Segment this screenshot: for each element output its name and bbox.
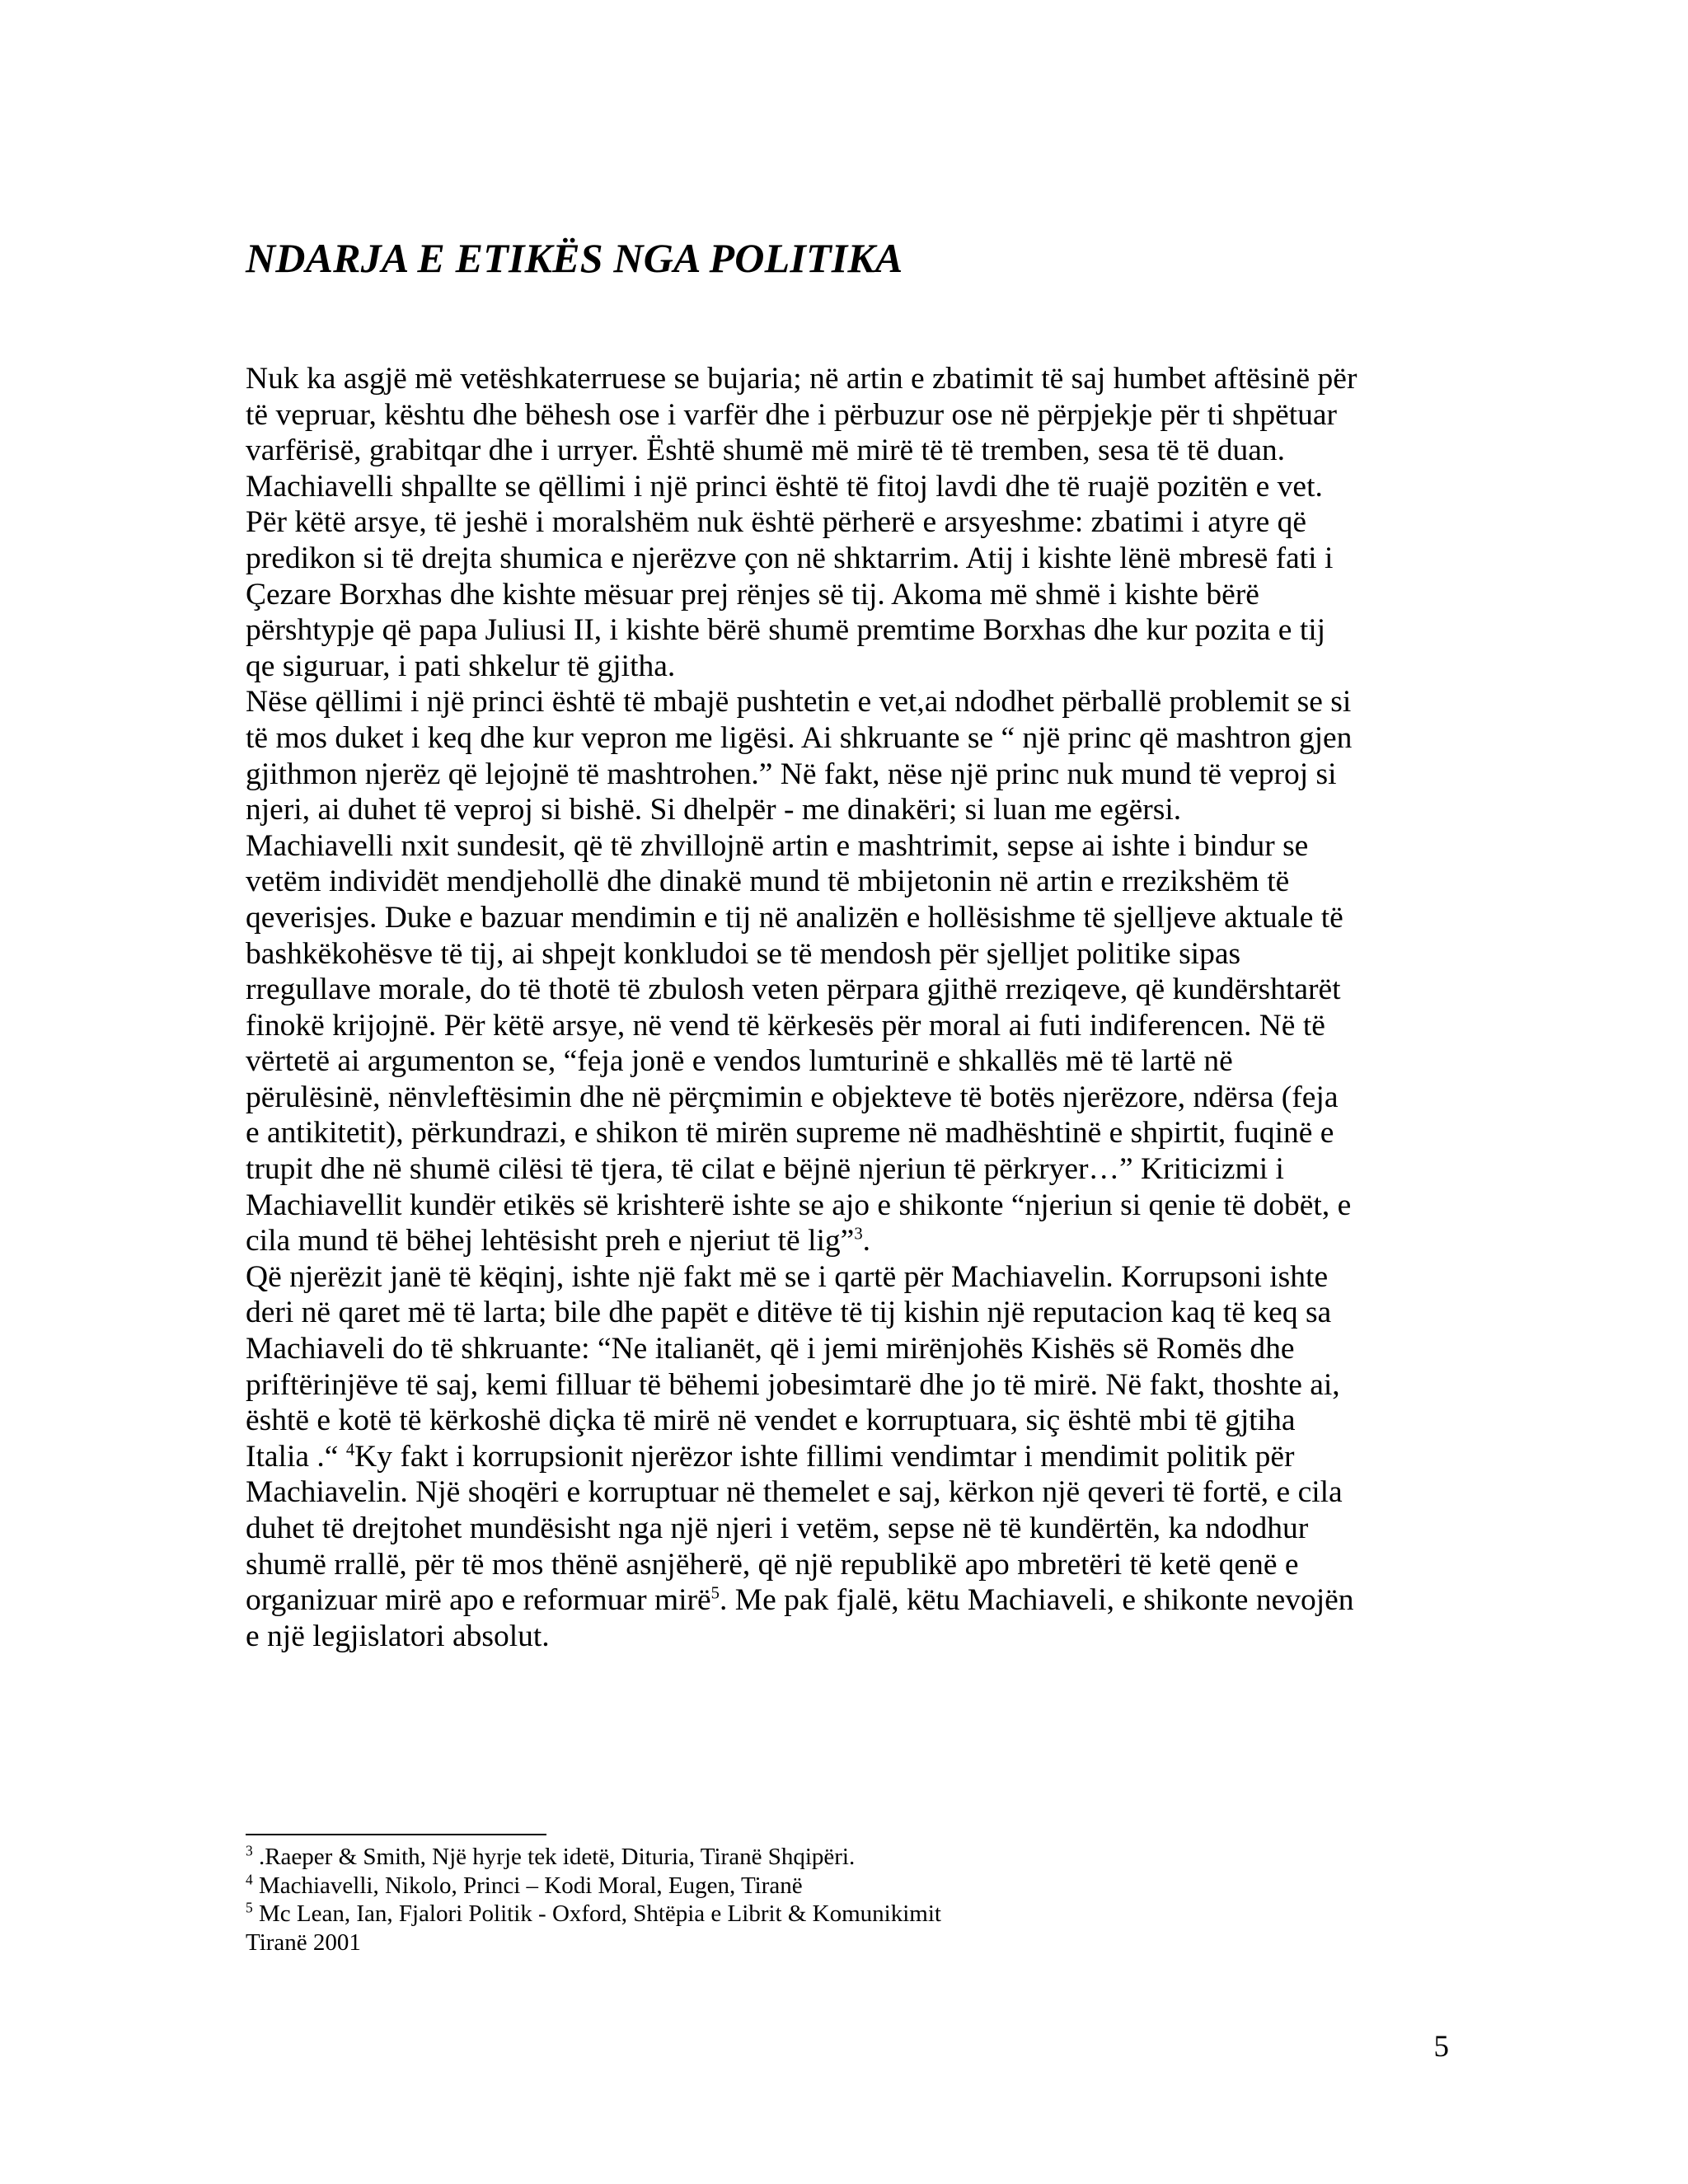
text-line: qeverisjes. Duke e bazuar mendimin e tij në analizën e hollësishme të sjelljeve aktuale të: [246, 900, 1343, 935]
footnote-5: [246, 1900, 1449, 1929]
text-line: përshtypje që papa Juliusi II, i kishte bërë shumë premtime Borxhas dhe kur pozita e tij: [246, 613, 1326, 648]
footnote-mark: 4: [246, 1870, 253, 1887]
text-fragment: Italia .“: [246, 1439, 346, 1474]
text-fragment: cila mund të bëhej lehtësisht preh e njeriut të lig”: [246, 1224, 855, 1258]
paragraph-2: [246, 684, 1449, 827]
page-title: NDARJA E ETIKËS NGA POLITIKA: [246, 235, 903, 281]
footnote-text: Tiranë 2001: [246, 1929, 361, 1956]
body-text: [246, 361, 1449, 1654]
text-line: qe siguruar, i pati shkelur të gjitha.: [246, 649, 676, 683]
text-line: vërtetë ai argumenton se, “feja jonë e vendos lumturinë e shkallës më të lartë në: [246, 1044, 1233, 1079]
text-line: shumë rrallë, për të mos thënë asnjëherë, që një republikë apo mbretëri të ketë qenë e: [246, 1547, 1299, 1582]
footnote-ref-5[interactable]: 5: [710, 1584, 720, 1603]
footnotes: [246, 1843, 1449, 1957]
text-line: trupit dhe në shumë cilësi të tjera, të cilat e bëjnë njeriun të përkryer…” Kriticizmi i: [246, 1152, 1284, 1187]
text-line: [246, 1439, 1449, 1475]
text-line: varfërisë, grabitqar dhe i urryer. Është shumë më mirë të të tremben, sesa të të duan.: [246, 434, 1285, 468]
text-line: Machiavellit kundër etikës së krishterë ishte se ajo e shikonte “njeriun si qenie të dobët, e: [246, 1188, 1352, 1222]
text-line: deri në qaret më të larta; bile dhe papët e ditëve të tij kishin një reputacion kaq të keq sa: [246, 1296, 1332, 1330]
paragraph-1: [246, 361, 1449, 684]
text-line: bashkëkohësve të tij, ai shpejt konkludoi se të mendosh për sjelljet politike sipas: [246, 936, 1241, 971]
text-line: gjithmon njerëz që lejojnë të mashtrohen.” Në fakt, nëse një princ nuk mund të veproj si: [246, 757, 1337, 791]
text-line: Nëse qëllimi i një princi është të mbajë pushtetin e vet,ai ndodhet përballë problemit se si: [246, 685, 1352, 719]
footnote-separator: [246, 1834, 546, 1835]
text-line: të vepruar, kështu dhe bëhesh ose i varfër dhe i përbuzur ose në përpjekje për ti shpëtuar: [246, 397, 1338, 432]
text-fragment: . Me pak fjalë, këtu Machiaveli, e shikonte nevojën: [719, 1583, 1354, 1618]
footnote-text: Mc Lean, Ian, Fjalori Politik - Oxford, Shtëpia e Librit & Komunikimit: [252, 1900, 941, 1927]
text-line: finokë krijojnë. Për këtë arsye, në vend të kërkesës për moral ai futi indiferencen. Në të: [246, 1008, 1325, 1043]
text-line: duhet të drejtohet mundësisht nga një njeri i vetëm, sepse në të kundërtën, ka ndodhur: [246, 1511, 1309, 1545]
text-line: [246, 1223, 1449, 1259]
text-line: predikon si të drejta shumica e njerëzve çon në shktarrim. Atij i kishte lënë mbresë fati i: [246, 541, 1334, 575]
footnote-4: [246, 1872, 1449, 1900]
text-line: rregullave morale, do të thotë të zbulosh veten përpara gjithë rreziqeve, që kundërshtarët: [246, 972, 1341, 1007]
text-line: Machiavelli nxit sundesit, që të zhvillojnë artin e mashtrimit, sepse ai ishte i bindur se: [246, 828, 1309, 863]
footnote-5-continued: [246, 1929, 1449, 1957]
text-line: e antikitetit), përkundrazi, e shikon të mirën supreme në madhështinë e shpirtit, fuqinë e: [246, 1116, 1334, 1151]
text-line: njeri, ai duhet të veproj si bishë. Si dhelpër - me dinakëri; si luan me egërsi.: [246, 793, 1182, 827]
footnote-text: Machiavelli, Nikolo, Princi – Kodi Moral, Eugen, Tiranë: [252, 1872, 803, 1899]
text-line: Për këtë arsye, të jeshë i moralshëm nuk është përherë e arsyeshme: zbatimi i atyre që: [246, 505, 1306, 540]
text-fragment: .: [862, 1224, 870, 1258]
text-line: të mos duket i keq dhe kur vepron me ligësi. Ai shkruante se “ një princ që mashtron gjen: [246, 720, 1353, 755]
text-line: vetëm individët mendjehollë dhe dinakë mund të mbijetonin në artin e rrezikshëm të: [246, 865, 1290, 899]
text-line: e një legjislatori absolut.: [246, 1619, 550, 1653]
paragraph-4: [246, 1259, 1449, 1655]
text-line: Machiavelli shpallte se qëllimi i një princi është të fitoj lavdi dhe të ruajë pozitën e vet.: [246, 469, 1323, 504]
footnote-text: .Raeper & Smith, Një hyrje tek idetë, Dituria, Tiranë Shqipëri.: [252, 1844, 856, 1870]
text-line: Nuk ka asgjë më vetëshkaterruese se bujaria; në artin e zbatimit të saj humbet aftësinë për: [246, 362, 1357, 396]
text-fragment: Ky fakt i korrupsionit njerëzor ishte fillimi vendimtar i mendimit politik për: [354, 1439, 1295, 1474]
footnote-ref-3[interactable]: 3: [854, 1225, 863, 1244]
text-line: përulësinë, nënvleftësimin dhe në përçmimin e objekteve të botës njerëzore, ndërsa (feja: [246, 1080, 1339, 1114]
text-fragment: organizuar mirë apo e reformuar mirë: [246, 1583, 711, 1618]
text-line: Që njerëzit janë të këqinj, ishte një fakt më se i qartë për Machiavelin. Korrupsoni ishte: [246, 1259, 1329, 1294]
text-line: priftërinjëve të saj, kemi filluar të bëhemi jobesimtarë dhe jo të mirë. Në fakt, thoshte ai,: [246, 1367, 1340, 1402]
text-line: [246, 1582, 1449, 1619]
text-line: Machiaveli do të shkruante: “Ne italianët, që i jemi mirënjohës Kishës së Romës dhe: [246, 1332, 1295, 1366]
footnote-ref-4[interactable]: 4: [345, 1441, 355, 1460]
page-number: 5: [1433, 2030, 1449, 2064]
text-line: është e kotë të kërkoshë diçka të mirë në vendet e korruptuara, siç është mbi të gjtiha: [246, 1404, 1296, 1438]
paragraph-3: [246, 828, 1449, 1259]
text-line: Çezare Borxhas dhe kishte mësuar prej rënjes së tij. Akoma më shmë i kishte bërë: [246, 577, 1259, 612]
footnote-3: [246, 1843, 1449, 1872]
text-line: Machiavelin. Një shoqëri e korruptuar në themelet e saj, kërkon një qeveri të fortë, e cila: [246, 1475, 1343, 1510]
footnote-mark: 5: [246, 1899, 253, 1916]
footnote-mark: 3: [246, 1842, 253, 1859]
